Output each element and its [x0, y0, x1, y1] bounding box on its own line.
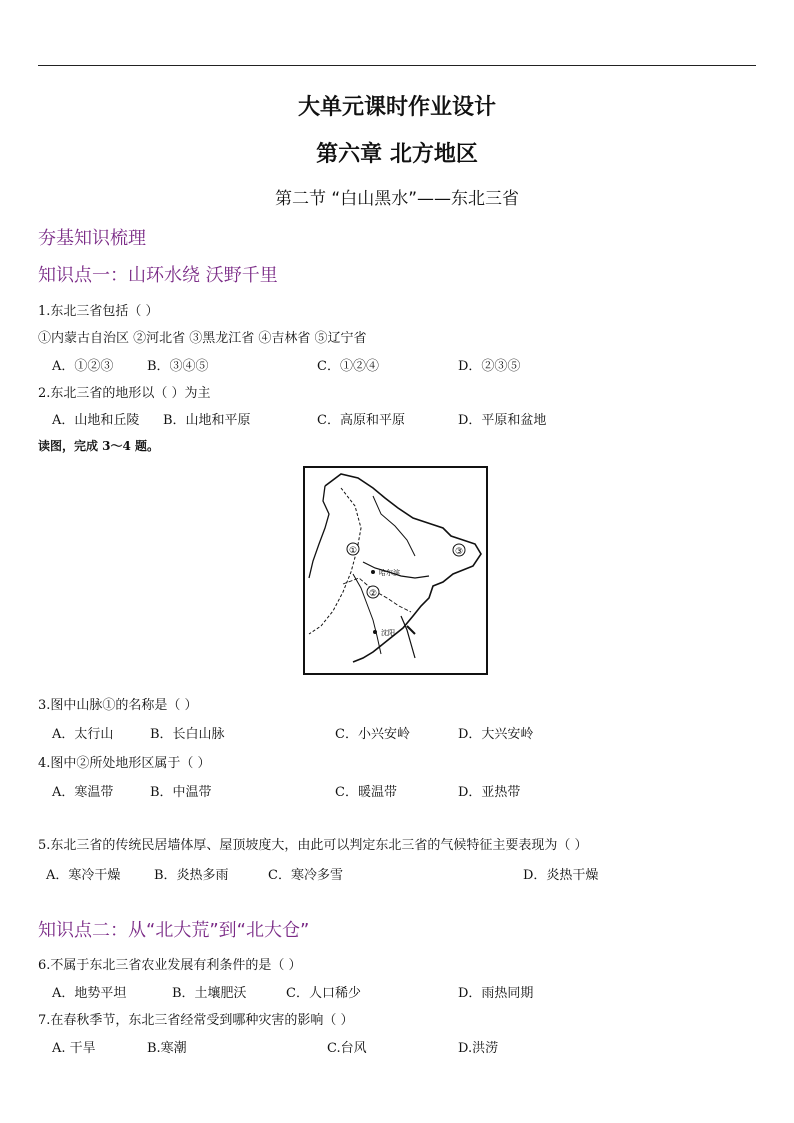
knowledge-point-2-heading: 知识点二：从“北大荒”到“北大仓”	[38, 920, 310, 941]
question-5-option-b[interactable]: B．炎热多雨	[154, 868, 229, 883]
question-6-option-a[interactable]: A．地势平坦	[52, 986, 127, 1001]
question-1-stem: 1.东北三省包括（ ）	[38, 304, 159, 319]
question-2-option-d[interactable]: D．平原和盆地	[458, 413, 547, 428]
question-5-option-d[interactable]: D．炎热干燥	[523, 868, 599, 883]
question-2-option-b[interactable]: B．山地和平原	[163, 413, 251, 428]
section-title: 第二节 “白山黑水”——东北三省	[274, 189, 520, 209]
knowledge-point-1-heading: 知识点一：山环水绕 沃野千里	[38, 265, 278, 286]
part-heading: 夯基知识梳理	[38, 228, 146, 249]
question-1-option-a[interactable]: A．①②③	[52, 359, 114, 374]
question-4-option-a[interactable]: A．寒温带	[52, 785, 114, 800]
question-5-option-a[interactable]: A．寒冷干燥	[46, 868, 121, 883]
question-2-option-c[interactable]: C．高原和平原	[317, 413, 405, 428]
city-shenyang-label: 沈阳	[381, 629, 395, 637]
question-7-option-a[interactable]: A. 干旱	[52, 1041, 96, 1056]
question-2-stem: 2.东北三省的地形以（ ）为主	[38, 386, 211, 401]
question-6-option-d[interactable]: D．雨热同期	[458, 986, 534, 1001]
question-7-stem: 7.在春秋季节，东北三省经常受到哪种灾害的影响（ ）	[38, 1013, 354, 1028]
question-5-option-c[interactable]: C．寒冷多雪	[268, 868, 343, 883]
question-5-stem: 5.东北三省的传统民居墙体厚、屋顶坡度大，由此可以判定东北三省的气候特征主要表现为（ ）	[38, 838, 588, 853]
city-harbin-label: 哈尔滨	[379, 569, 400, 577]
map-marker-2: ②	[368, 589, 378, 599]
question-4-option-b[interactable]: B．中温带	[150, 785, 212, 800]
question-3-option-a[interactable]: A．太行山	[52, 727, 114, 742]
question-6-option-b[interactable]: B．土壤肥沃	[172, 986, 247, 1001]
question-3-option-c[interactable]: C．小兴安岭	[335, 727, 410, 742]
question-2-option-a[interactable]: A．山地和丘陵	[52, 413, 140, 428]
question-4-stem: 4.图中②所处地形区属于（ ）	[38, 756, 211, 771]
question-7-option-c[interactable]: C.台风	[327, 1041, 367, 1056]
map-marker-3: ③	[454, 547, 464, 557]
question-4-option-c[interactable]: C．暖温带	[335, 785, 397, 800]
map-instruction: 读图，完成 3～4 题。	[38, 439, 160, 453]
question-3-option-b[interactable]: B．长白山脉	[150, 727, 225, 742]
question-6-stem: 6.不属于东北三省农业发展有利条件的是（ ）	[38, 958, 302, 973]
top-rule	[38, 65, 756, 66]
question-1-option-c[interactable]: C．①②④	[317, 359, 379, 374]
map-marker-1: ①	[348, 546, 358, 556]
question-7-option-b[interactable]: B.寒潮	[147, 1041, 187, 1056]
question-4-option-d[interactable]: D．亚热带	[458, 785, 521, 800]
question-3-option-d[interactable]: D．大兴安岭	[458, 727, 534, 742]
northeast-china-map	[303, 466, 488, 675]
question-1-choices: ①内蒙古自治区 ②河北省 ③黑龙江省 ④吉林省 ⑤辽宁省	[38, 331, 367, 346]
chapter-title: 第六章 北方地区	[316, 142, 478, 167]
question-3-stem: 3.图中山脉①的名称是（ ）	[38, 698, 198, 713]
question-7-option-d[interactable]: D.洪涝	[458, 1041, 499, 1056]
question-6-option-c[interactable]: C．人口稀少	[286, 986, 361, 1001]
document-title: 大单元课时作业设计	[297, 95, 496, 120]
question-1-option-d[interactable]: D．②③⑤	[458, 359, 521, 374]
question-1-option-b[interactable]: B．③④⑤	[147, 359, 209, 374]
